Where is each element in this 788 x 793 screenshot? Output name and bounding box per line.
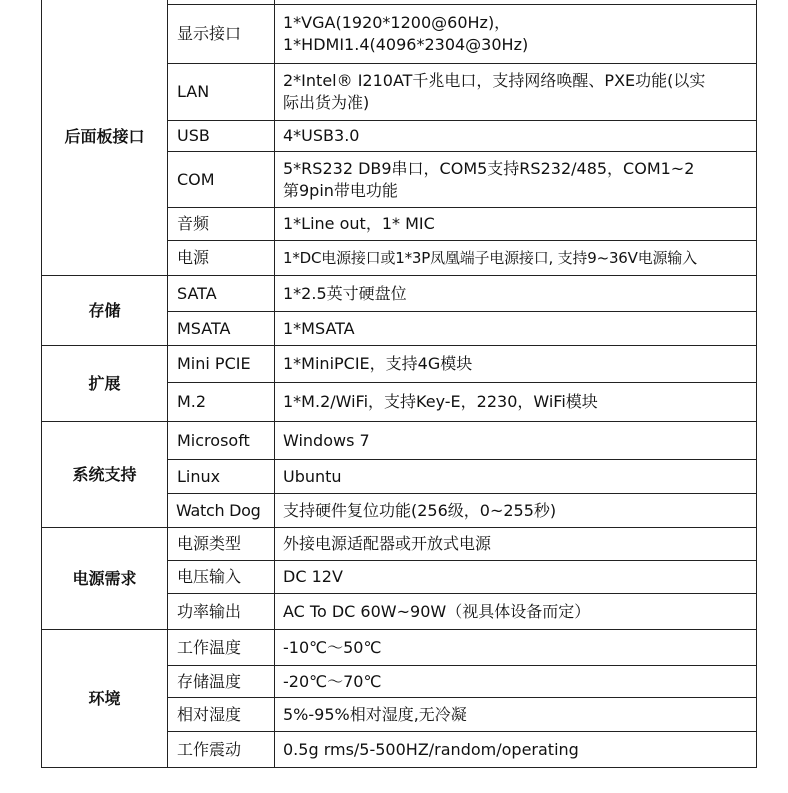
spec-value-line: 4*USB3.0 [283, 126, 360, 145]
spec-value-line: 1*2.5英寸硬盘位 [283, 283, 407, 303]
spec-value-cell [275, 460, 757, 494]
spec-value-cell [275, 312, 757, 346]
spec-table [41, 0, 757, 768]
spec-value-cell [275, 528, 757, 561]
spec-value-line: 1*M.2/WiFi，支持Key-E，2230，WiFi模块 [283, 392, 598, 411]
spec-name-cell [168, 528, 275, 561]
spec-value-cell [275, 346, 757, 383]
spec-name: 工作震动 [177, 739, 242, 759]
spec-value-line: 2*Intel® I210AT千兆电口，支持网络唤醒、PXE功能(以实 [283, 71, 706, 90]
spec-name-cell [168, 64, 275, 121]
category-cell-storage [42, 276, 168, 346]
spec-name-cell [168, 422, 275, 460]
spec-name: 存储温度 [177, 671, 242, 691]
category-label: 后面板接口 [64, 127, 145, 146]
spec-value-line: 支持硬件复位功能(256级，0~255秒) [283, 500, 557, 520]
spec-value-cell [275, 732, 757, 768]
category-label: 系统支持 [72, 464, 137, 484]
spec-name-cell [168, 241, 275, 276]
spec-name: 电源类型 [177, 534, 242, 553]
spec-value-cell [275, 594, 757, 630]
spec-value-cell [275, 208, 757, 241]
spec-value-line: 际出货为准) [283, 93, 370, 112]
spec-name: 显示接口 [177, 24, 242, 43]
spec-name: SATA [177, 283, 217, 303]
spec-name: Microsoft [177, 430, 250, 450]
spec-value-line: 1*HDMI1.4(4096*2304@30Hz) [283, 35, 529, 54]
spec-name: Mini PCIE [177, 354, 251, 373]
spec-name-cell [168, 208, 275, 241]
spec-value-cell [275, 698, 757, 732]
spec-name-cell [168, 698, 275, 732]
spec-value-line: -20℃～70℃ [283, 671, 382, 691]
spec-name: 相对湿度 [177, 704, 242, 724]
category-cell-expansion [42, 346, 168, 422]
spec-value-line: 5*RS232 DB9串口，COM5支持RS232/485，COM1~2 [283, 158, 695, 178]
spec-name: 电压输入 [177, 567, 242, 586]
spec-name-cell [168, 732, 275, 768]
category-cell-os-support [42, 422, 168, 528]
spec-name: USB [177, 126, 210, 145]
spec-name-cell [168, 383, 275, 422]
spec-name: 音频 [177, 214, 210, 233]
table-row [42, 276, 757, 312]
spec-value-line: 5%-95%相对湿度,无冷凝 [283, 704, 467, 724]
spec-name-cell [168, 152, 275, 208]
spec-value-cell [275, 383, 757, 422]
spec-value-cell [275, 152, 757, 208]
spec-value-cell [275, 630, 757, 666]
spec-value-line: 1*DC电源接口或1*3P凤凰端子电源接口, 支持9~36V电源输入 [283, 249, 697, 267]
spec-value-line: Windows 7 [283, 430, 370, 450]
spec-name: M.2 [177, 392, 207, 411]
spec-name: COM [177, 169, 215, 189]
spec-value-cell [275, 422, 757, 460]
category-label: 电源需求 [72, 568, 137, 588]
spec-name-cell [168, 346, 275, 383]
spec-name-cell [168, 312, 275, 346]
category-cell-rear-panel [42, 0, 168, 276]
spec-value-cell [275, 276, 757, 312]
spec-name: 电源 [177, 248, 210, 267]
category-cell-power [42, 528, 168, 630]
spec-value-line: 1*VGA(1920*1200@60Hz)， [283, 13, 511, 32]
spec-name-cell [168, 460, 275, 494]
category-cell-environment [42, 630, 168, 768]
spec-name-cell [168, 494, 275, 528]
spec-name: Watch Dog [176, 500, 261, 520]
spec-value-cell [275, 241, 757, 276]
spec-value-cell [275, 494, 757, 528]
spec-name-cell [168, 121, 275, 152]
spec-value-line: 外接电源适配器或开放式电源 [283, 534, 492, 553]
spec-name-cell [168, 276, 275, 312]
spec-name: LAN [177, 82, 210, 101]
spec-name: 工作温度 [177, 637, 242, 657]
spec-value-cell [275, 64, 757, 121]
table-row [42, 528, 757, 561]
spec-value-line: DC 12V [283, 567, 343, 586]
category-label: 扩展 [88, 373, 121, 393]
spec-name-cell [168, 630, 275, 666]
spec-name-cell [168, 561, 275, 594]
spec-name: 功率输出 [177, 601, 242, 621]
spec-name: Linux [177, 466, 221, 486]
spec-table-body [42, 0, 757, 768]
spec-name-cell [168, 666, 275, 698]
spec-name-cell [168, 5, 275, 64]
spec-value-cell [275, 121, 757, 152]
spec-value-cell [275, 5, 757, 64]
table-row [42, 422, 757, 460]
spec-value-cell [275, 561, 757, 594]
spec-name: MSATA [177, 318, 231, 338]
spec-value-cell [275, 666, 757, 698]
category-label: 环境 [88, 688, 121, 708]
spec-value-line: 1*MSATA [283, 318, 355, 338]
spec-value-line: AC To DC 60W~90W（视具体设备而定） [283, 601, 591, 621]
table-row [42, 346, 757, 383]
spec-value-line: -10℃～50℃ [283, 637, 382, 657]
spec-value-line: 1*Line out，1* MIC [283, 214, 435, 233]
spec-value-line: Ubuntu [283, 466, 342, 486]
spec-value-line: 1*MiniPCIE，支持4G模块 [283, 354, 473, 373]
spec-value-line: 第9pin带电功能 [283, 180, 398, 200]
spec-name-cell [168, 594, 275, 630]
spec-value-line: 0.5g rms/5-500HZ/random/operating [283, 739, 579, 759]
table-row [42, 630, 757, 666]
category-label: 存储 [88, 300, 121, 320]
